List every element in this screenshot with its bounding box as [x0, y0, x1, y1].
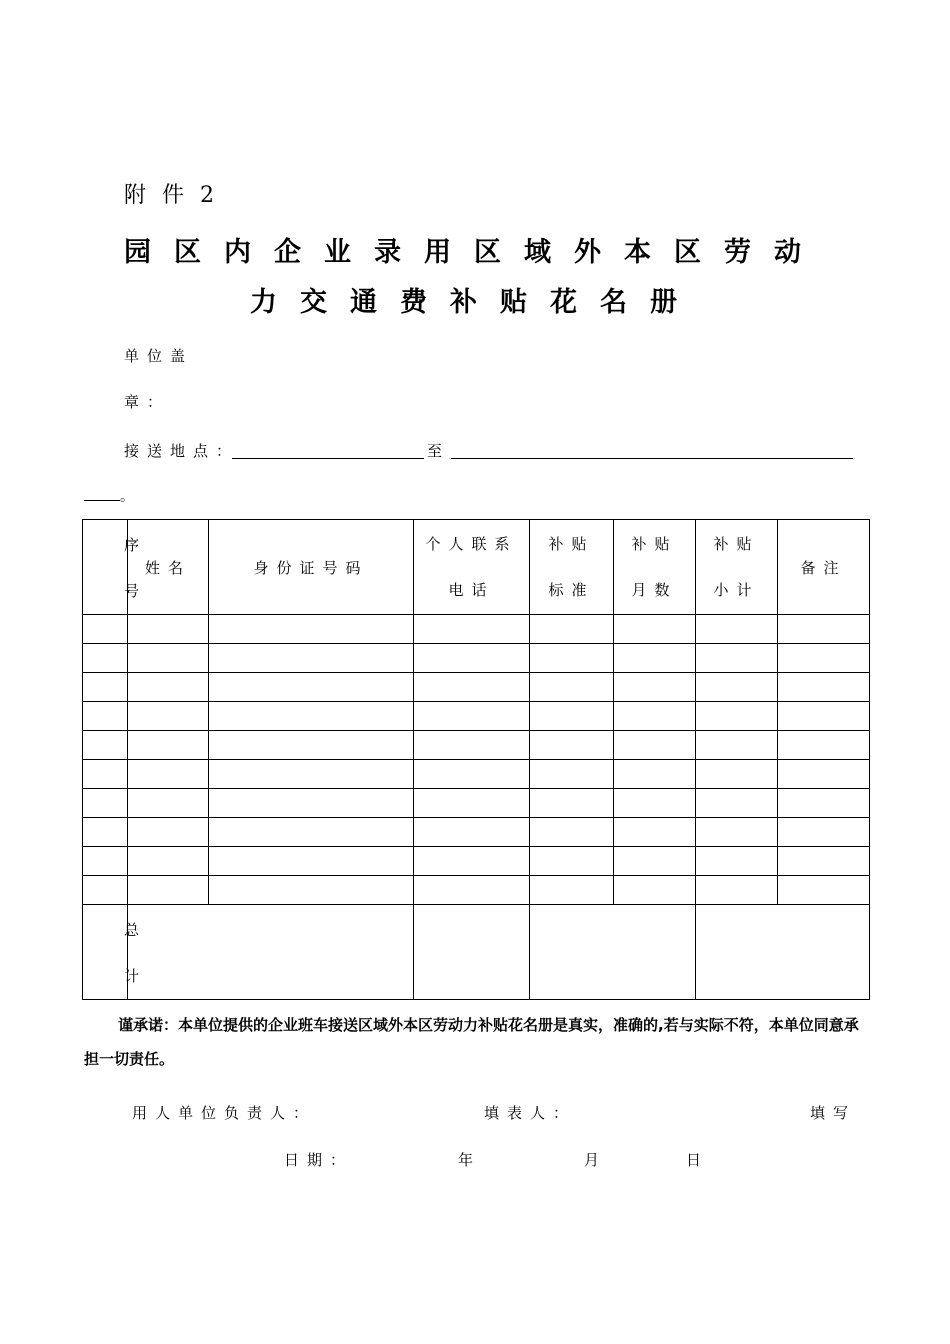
table-cell[interactable] [414, 876, 530, 905]
table-cell[interactable] [209, 673, 414, 702]
table-cell[interactable] [696, 876, 778, 905]
table-cell[interactable] [778, 644, 870, 673]
table-row [83, 818, 870, 847]
table-cell[interactable] [128, 760, 209, 789]
table-cell[interactable] [128, 731, 209, 760]
table-cell[interactable] [414, 818, 530, 847]
table-cell[interactable] [778, 615, 870, 644]
table-row [83, 731, 870, 760]
route-end-mark: 。 [120, 489, 134, 505]
table-cell[interactable] [209, 876, 414, 905]
promise-text: 本单位提供的企业班车接送区域外本区劳动力补贴花名册是真实，准确的,若与实际不符，本单位同意承担一切责任。 [84, 1016, 859, 1068]
table-cell[interactable] [696, 731, 778, 760]
header-months-line1: 补贴 [631, 535, 678, 553]
route-continue-underline[interactable] [84, 500, 120, 501]
promise-statement [84, 1008, 870, 1076]
roster-table [82, 519, 870, 1000]
header-subtotal-line1: 补贴 [713, 535, 760, 553]
document-title-line2: 力交通费补贴花名册 [250, 287, 700, 318]
attachment-label: 附件2 [124, 183, 230, 208]
header-name [128, 520, 209, 615]
table-cell[interactable] [778, 876, 870, 905]
table-cell[interactable] [614, 789, 696, 818]
table-cell[interactable] [83, 644, 128, 673]
table-cell[interactable] [209, 760, 414, 789]
header-remarks [778, 520, 870, 615]
header-id-number [209, 520, 414, 615]
table-row [83, 644, 870, 673]
route-from-underline[interactable] [232, 458, 424, 459]
table-cell[interactable] [530, 847, 614, 876]
table-cell[interactable] [614, 731, 696, 760]
table-cell[interactable] [128, 818, 209, 847]
table-cell[interactable] [530, 731, 614, 760]
table-cell[interactable] [83, 673, 128, 702]
table-cell[interactable] [83, 847, 128, 876]
route-label: 接送地点： [124, 442, 240, 460]
table-row [83, 760, 870, 789]
route-to-label: 至 [427, 442, 443, 460]
table-cell[interactable] [778, 731, 870, 760]
table-cell[interactable] [209, 644, 414, 673]
table-cell[interactable] [530, 876, 614, 905]
table-row [83, 615, 870, 644]
table-cell[interactable] [530, 760, 614, 789]
table-cell[interactable] [209, 818, 414, 847]
table-cell[interactable] [414, 644, 530, 673]
table-cell[interactable] [614, 760, 696, 789]
date-year: 年 [458, 1151, 482, 1169]
table-cell[interactable] [209, 615, 414, 644]
table-cell[interactable] [128, 615, 209, 644]
table-cell[interactable] [530, 644, 614, 673]
table-cell[interactable] [414, 615, 530, 644]
table-cell[interactable] [778, 760, 870, 789]
table-cell[interactable] [530, 818, 614, 847]
filler-label: 填表人： [484, 1104, 577, 1122]
header-seq [83, 520, 140, 615]
table-cell[interactable] [778, 702, 870, 731]
table-cell[interactable] [209, 789, 414, 818]
table-cell[interactable] [696, 702, 778, 731]
table-cell[interactable] [614, 876, 696, 905]
employer-head-label: 用人单位负责人： [132, 1104, 317, 1122]
table-cell[interactable] [128, 673, 209, 702]
header-seq-line1: 序 [124, 536, 140, 554]
table-cell[interactable] [778, 673, 870, 702]
header-phone-line2: 电话 [448, 581, 495, 599]
total-label-line1: 总 [124, 921, 140, 939]
total-label-cell [83, 905, 140, 1000]
date-label: 日期： [284, 1151, 354, 1169]
table-cell[interactable] [696, 847, 778, 876]
unit-seal-label: 单位盖 [124, 347, 194, 365]
table-cell[interactable] [128, 702, 209, 731]
table-row [83, 673, 870, 702]
table-cell[interactable] [414, 673, 530, 702]
table-cell[interactable] [778, 789, 870, 818]
header-standard [530, 520, 614, 615]
table-cell[interactable] [614, 847, 696, 876]
header-subtotal [696, 520, 778, 615]
table-cell[interactable] [696, 789, 778, 818]
table-cell[interactable] [778, 847, 870, 876]
table-cell[interactable] [128, 789, 209, 818]
table-cell[interactable] [530, 702, 614, 731]
header-remarks-text: 备注 [800, 558, 847, 577]
table-cell[interactable] [530, 673, 614, 702]
header-id-text: 身份证号码 [253, 558, 369, 577]
table-cell[interactable] [614, 615, 696, 644]
table-cell[interactable] [414, 789, 530, 818]
table-cell[interactable] [614, 702, 696, 731]
table-cell[interactable] [209, 847, 414, 876]
table-cell[interactable] [530, 615, 614, 644]
table-cell[interactable] [83, 876, 128, 905]
table-cell[interactable] [128, 644, 209, 673]
route-to-underline[interactable] [451, 458, 853, 459]
table-row [83, 876, 870, 905]
table-cell[interactable] [530, 789, 614, 818]
total-standard-months-cell[interactable] [530, 905, 696, 1000]
total-subtotal-remarks-cell[interactable] [696, 905, 870, 1000]
header-standard-line2: 标准 [548, 581, 595, 599]
total-name-id-cell[interactable] [128, 905, 414, 1000]
table-cell[interactable] [614, 673, 696, 702]
table-cell[interactable] [696, 644, 778, 673]
promise-lead: 谨承诺： [118, 1016, 179, 1034]
table-cell[interactable] [83, 731, 128, 760]
date-month: 月 [584, 1151, 608, 1169]
table-cell[interactable] [696, 673, 778, 702]
table-cell[interactable] [209, 731, 414, 760]
table-cell[interactable] [414, 731, 530, 760]
table-cell[interactable] [128, 876, 209, 905]
table-cell[interactable] [128, 847, 209, 876]
table-cell[interactable] [778, 818, 870, 847]
header-standard-line1: 补贴 [548, 535, 595, 553]
header-months [614, 520, 696, 615]
unit-seal-label-cont: 章： [124, 393, 171, 411]
table-cell[interactable] [83, 702, 128, 731]
table-cell[interactable] [209, 702, 414, 731]
table-cell[interactable] [614, 818, 696, 847]
table-row [83, 789, 870, 818]
date-day: 日 [686, 1151, 710, 1169]
document-title-line1: 园区内企业录用区域外本区劳动 [124, 237, 824, 268]
table-cell[interactable] [83, 760, 128, 789]
total-label-line2: 计 [124, 967, 140, 985]
table-cell[interactable] [414, 760, 530, 789]
header-seq-line2: 号 [124, 582, 140, 600]
header-subtotal-line2: 小计 [713, 581, 760, 599]
table-total-row [83, 905, 870, 1000]
table-cell[interactable] [83, 818, 128, 847]
table-row [83, 847, 870, 876]
table-cell[interactable] [696, 818, 778, 847]
table-cell[interactable] [696, 615, 778, 644]
fill-date-prefix: 填写 [810, 1104, 857, 1122]
table-cell[interactable] [414, 847, 530, 876]
table-header-row [83, 520, 870, 615]
header-phone [414, 520, 530, 615]
table-cell[interactable] [83, 789, 128, 818]
header-phone-line1: 个人联系 [425, 535, 518, 553]
header-months-line2: 月数 [631, 581, 678, 599]
total-phone-cell[interactable] [414, 905, 530, 1000]
table-cell[interactable] [83, 615, 128, 644]
header-name-text: 姓名 [144, 558, 191, 577]
table-cell[interactable] [414, 702, 530, 731]
table-row [83, 702, 870, 731]
table-cell[interactable] [614, 644, 696, 673]
table-cell[interactable] [696, 760, 778, 789]
